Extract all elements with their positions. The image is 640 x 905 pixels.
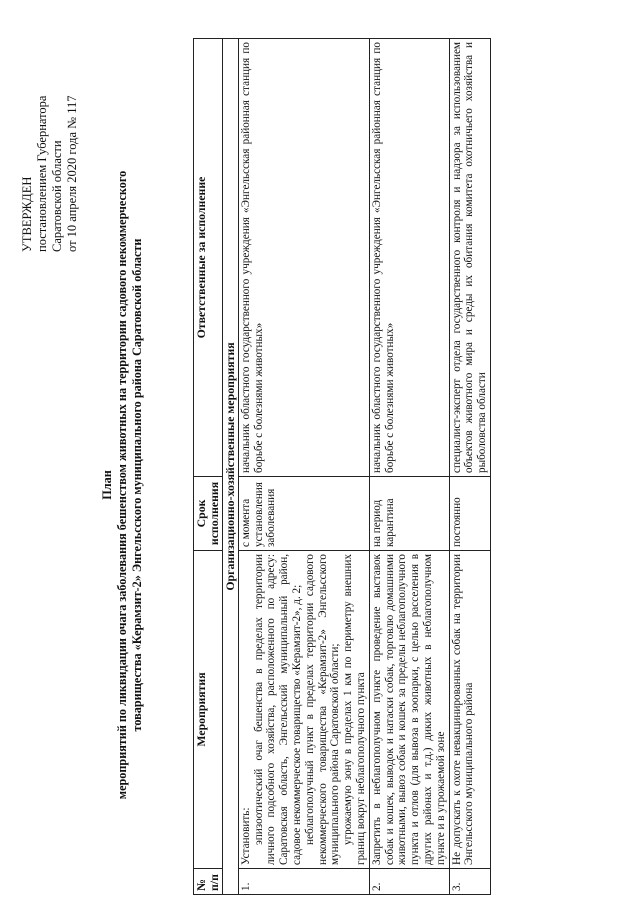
measure-text: Не допускать к охоте невакцинированных собак на территории Энгельсского муниципального района — [450, 554, 476, 865]
row-num: 1. — [238, 869, 369, 895]
approval-line: Саратовской области — [50, 140, 64, 252]
approval-line: УТВЕРЖДЕН — [20, 176, 34, 252]
row-measures — [369, 551, 449, 869]
row-measures — [238, 551, 369, 869]
table-row — [449, 39, 490, 895]
row-num: 2. — [369, 869, 449, 895]
section-title: Организационно-хозяйственные мероприятия — [223, 39, 239, 895]
row-responsible: специалист-эксперт отдела государственного контроля и надзора за использованием объектов животного мира и среды их обитания комитета охотничьего хозяйства и рыболовства области — [449, 39, 490, 477]
plan-title-line: товарищества «Керамзит-2» Энгельсского муниципального района Саратовской области — [130, 238, 144, 732]
approval-line: постановлением Губернатора — [35, 95, 49, 252]
measure-text: угрожаемую зону в пределах 1 км по периметру внешних границ вокруг неблагополучного пункта — [342, 554, 367, 865]
row-num: 3. — [449, 869, 490, 895]
row-responsible: начальник областного государственного учреждения «Энгельсская районная станция по борьбе с болезнями животных» — [369, 39, 449, 477]
measure-text: неблагополучный пункт в пределах территории садового некоммерческого товарищества «Керамзит-2» Энгельсского муниципального района Саратовской области; — [303, 554, 342, 865]
row-term: на период карантина — [369, 477, 449, 551]
measure-text: Установить: — [239, 807, 252, 865]
row-term: с момента установления заболевания — [238, 477, 369, 551]
measure-text: эпизоотический очаг бешенства в пределах территории личного подсобного хозяйства, расположенного по адресу: Саратовская область, Энгельсский муниципальный район, садовое некоммерческое товарищество «Керамзит-2», д. 2; — [252, 554, 303, 865]
header-num: № п/п — [194, 869, 223, 895]
plan-title — [100, 105, 145, 865]
plan-title-line: мероприятий по ликвидации очага заболевания бешенством животных на территории садового некоммерческого — [115, 170, 129, 800]
plan-heading: План — [100, 470, 114, 500]
row-term: постоянно — [449, 477, 490, 551]
row-measures — [449, 551, 490, 869]
table-row — [369, 39, 449, 895]
measure-text: Запретить в неблагополучном пункте проведение выставок собак и кошек, выводок и натаски собак, торговлю домашними животными, вывоз собак и кошек за пределы неблагополучного пункта и отлов (для вывоза в зоопарки, с целью расселения в других районах и т.д.) диких животных в неблагополучном пункте и в угрожаемой зоне — [370, 554, 447, 865]
measures-table — [193, 38, 491, 895]
row-responsible: начальник областного государственного учреждения «Энгельсская районная станция по борьбе с болезнями животных» — [238, 39, 369, 477]
approval-line: от 10 апреля 2020 года № 117 — [65, 95, 79, 252]
section-row — [223, 39, 239, 895]
header-term: Срок исполнения — [194, 477, 223, 551]
header-measures: Мероприятия — [194, 551, 223, 869]
approval-stamp — [20, 12, 80, 252]
table-row — [238, 39, 369, 895]
header-responsible: Ответственные за исполнение — [194, 39, 223, 477]
table-header-row — [194, 39, 223, 895]
